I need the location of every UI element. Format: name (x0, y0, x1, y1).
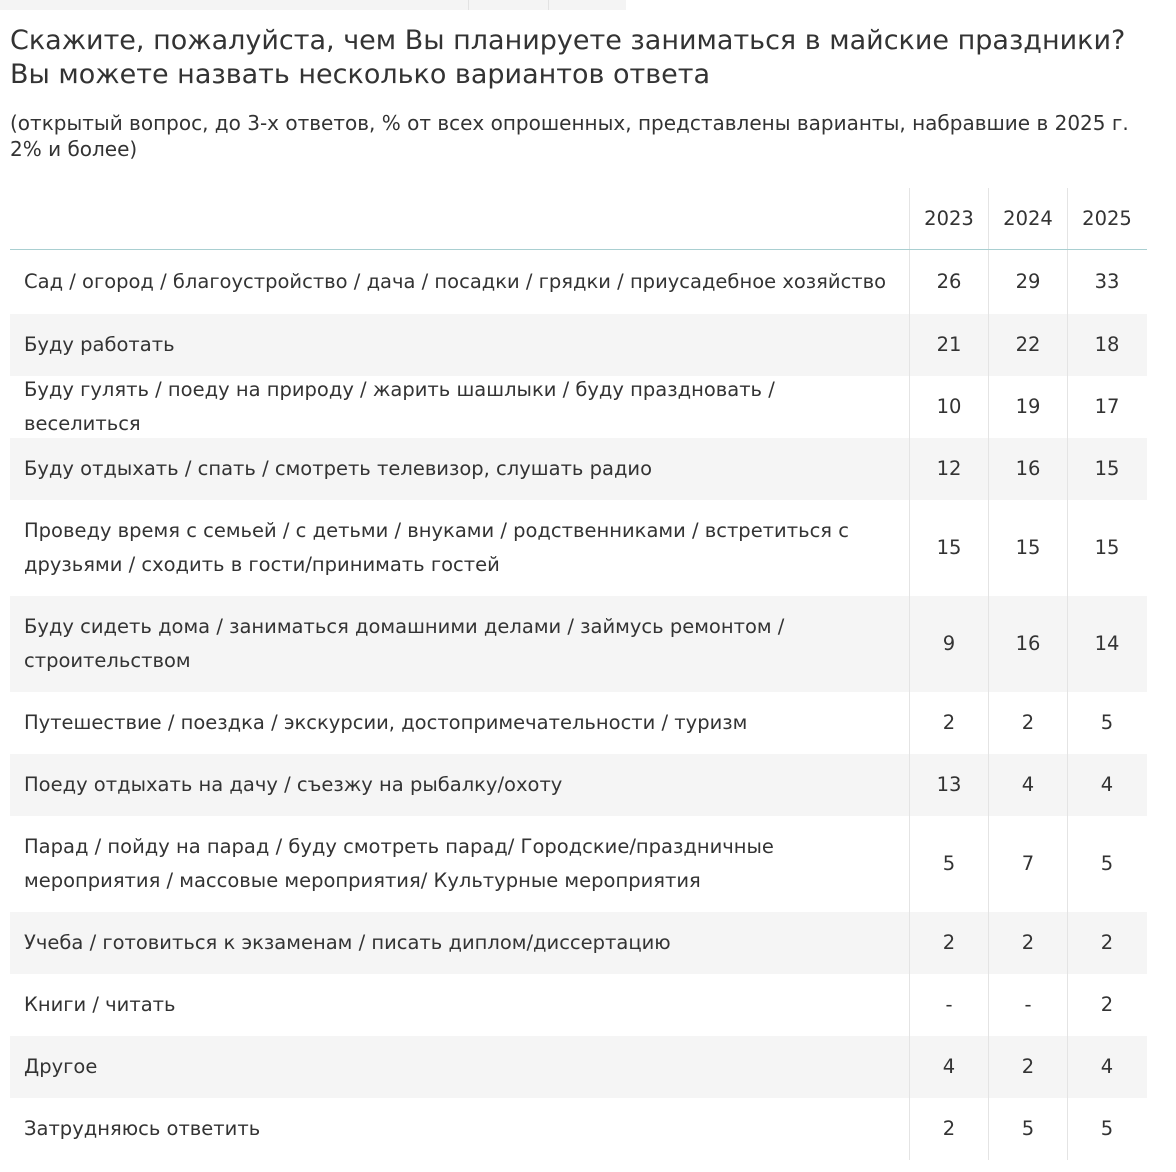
value-cell-2023: 26 (909, 250, 988, 314)
value-cell-2023: 10 (909, 376, 988, 438)
value-cell-2025: 15 (1067, 438, 1146, 500)
table-row (10, 250, 1147, 314)
row-label: Путешествие / поездка / экскурсии, достопримечательности / туризм (24, 711, 748, 734)
value-cell-2025: 5 (1067, 816, 1146, 912)
row-label: Буду работать (24, 333, 175, 356)
value-cell-2025: 18 (1067, 314, 1146, 376)
table-row (10, 816, 1147, 912)
table-row (10, 692, 1147, 754)
value-cell-2023: 13 (909, 754, 988, 816)
table-row (10, 314, 1147, 376)
table-row (10, 754, 1147, 816)
row-label: Буду отдыхать / спать / смотреть телевизор, слушать радио (24, 457, 653, 480)
value-cell-2024: 2 (988, 692, 1067, 754)
row-label: Поеду отдыхать на дачу / съезжу на рыбалку/охоту (24, 773, 563, 796)
value-cell-2024: - (988, 974, 1067, 1036)
value-cell-2025: 4 (1067, 1036, 1146, 1098)
row-label: Учеба / готовиться к экзаменам / писать диплом/диссертацию (24, 931, 671, 954)
value-cell-2024: 15 (988, 500, 1067, 596)
value-cell-2024: 2 (988, 1036, 1067, 1098)
value-cell-2024: 5 (988, 1098, 1067, 1160)
value-cell-2024: 29 (988, 250, 1067, 314)
value-cell-2025: 33 (1067, 250, 1146, 314)
value-cell-2025: 5 (1067, 1098, 1146, 1160)
value-cell-2025: 5 (1067, 692, 1146, 754)
row-label: Другое (24, 1055, 98, 1078)
chart-title: Скажите, пожалуйста, чем Вы планируете заниматься в майские праздники? Вы можете назвать несколько вариантов ответа (10, 25, 1126, 90)
table-row (10, 438, 1147, 500)
value-cell-2025: 15 (1067, 500, 1146, 596)
value-cell-2025: 4 (1067, 754, 1146, 816)
value-cell-2023: 2 (909, 912, 988, 974)
value-cell-2024: 22 (988, 314, 1067, 376)
table-row (10, 1036, 1147, 1098)
value-cell-2023: - (909, 974, 988, 1036)
row-label: Проведу время с семьей / с детьми / внуками / родственниками / встретиться с друзьями / сходить в гости/принимать гостей (24, 519, 849, 576)
value-cell-2023: 15 (909, 500, 988, 596)
column-header: 2025 (1067, 188, 1146, 249)
table-row (10, 1098, 1147, 1160)
value-cell-2025: 2 (1067, 912, 1146, 974)
row-label: Буду гулять / поеду на природу / жарить шашлыки / буду праздновать / веселиться (24, 378, 775, 435)
column-header: 2024 (988, 188, 1067, 249)
column-header: 2023 (909, 188, 988, 249)
header-label-cell (10, 188, 909, 249)
data-table (10, 188, 1147, 1160)
row-label: Парад / пойду на парад / буду смотреть парад/ Городские/праздничные мероприятия / массовые мероприятия/ Культурные мероприятия (24, 835, 774, 892)
value-cell-2024: 4 (988, 754, 1067, 816)
table-row (10, 974, 1147, 1036)
row-label: Книги / читать (24, 993, 176, 1016)
table-header-row (10, 188, 1147, 250)
value-cell-2023: 21 (909, 314, 988, 376)
table-row (10, 376, 1147, 438)
value-cell-2025: 2 (1067, 974, 1146, 1036)
value-cell-2024: 7 (988, 816, 1067, 912)
value-cell-2024: 16 (988, 438, 1067, 500)
table-row (10, 596, 1147, 692)
value-cell-2023: 4 (909, 1036, 988, 1098)
value-cell-2023: 9 (909, 596, 988, 692)
chart-subtitle: (открытый вопрос, до 3-х ответов, % от всех опрошенных, представлены варианты, набравшие в 2025 г. 2% и более) (10, 111, 1129, 161)
value-cell-2023: 2 (909, 1098, 988, 1160)
value-cell-2025: 14 (1067, 596, 1146, 692)
value-cell-2024: 2 (988, 912, 1067, 974)
strip-divider (468, 0, 469, 10)
row-label: Сад / огород / благоустройство / дача / посадки / грядки / приусадебное хозяйство (24, 270, 887, 293)
row-label: Затрудняюсь ответить (24, 1117, 261, 1140)
table-row (10, 912, 1147, 974)
strip-divider (548, 0, 549, 10)
value-cell-2024: 16 (988, 596, 1067, 692)
value-cell-2023: 2 (909, 692, 988, 754)
value-cell-2024: 19 (988, 376, 1067, 438)
value-cell-2023: 5 (909, 816, 988, 912)
table-row (10, 500, 1147, 596)
top-scroll-strip (0, 0, 626, 10)
value-cell-2025: 17 (1067, 376, 1146, 438)
value-cell-2023: 12 (909, 438, 988, 500)
row-label: Буду сидеть дома / заниматься домашними делами / займусь ремонтом / строительством (24, 615, 785, 672)
